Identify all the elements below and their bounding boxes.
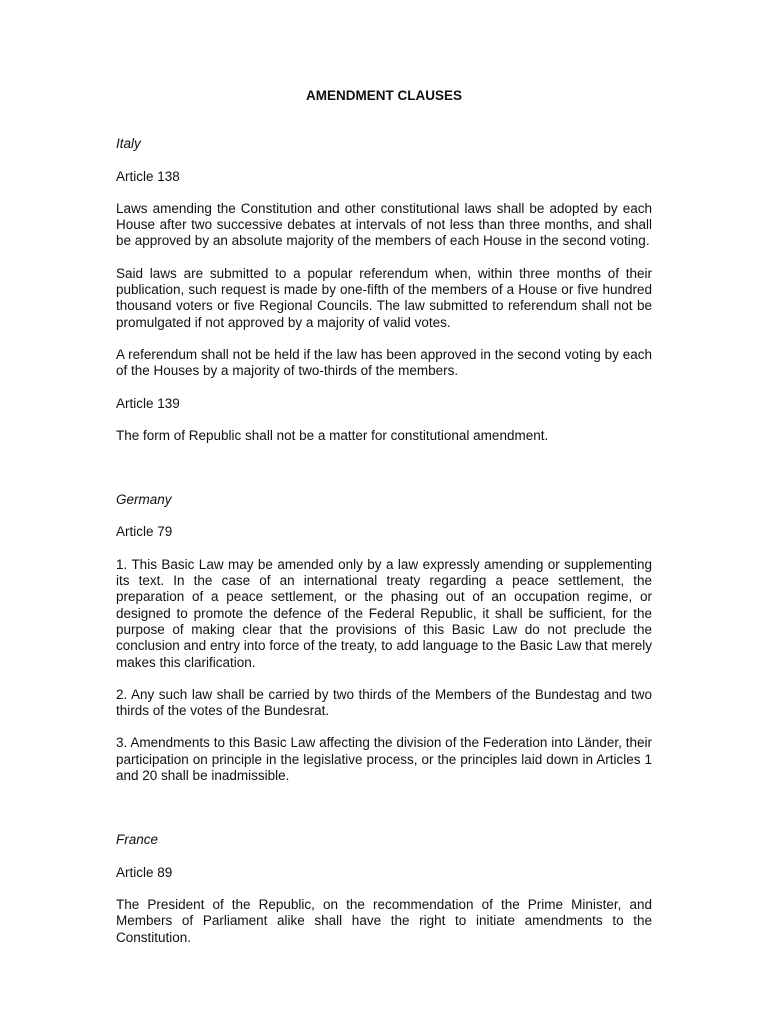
article-paragraph: Laws amending the Constitution and other constitutional laws shall be adopted by each House after two successive debates at intervals of not less than three months, and shall be approved by an absolute majority of the members of each House in the second voting. [116,200,652,249]
article-label: Article 139 [116,395,180,411]
article-label: Article 138 [116,168,180,184]
country-heading: Germany [116,492,172,508]
article-block [116,396,652,445]
country-heading: France [116,832,159,848]
article-block [116,524,652,784]
article-block [116,169,652,380]
country-heading: Italy [116,136,141,152]
article-block [116,865,652,946]
article-paragraph: The President of the Republic, on the recommendation of the Prime Minister, and Members of Parliament alike shall have the right to initiate amendments to the Constitution. [116,896,652,945]
article-paragraph: 2. Any such law shall be carried by two thirds of the Members of the Bundestag and two thirds of the votes of the Bundesrat. [116,686,652,719]
document-title: AMENDMENT CLAUSES [305,88,462,103]
sections-container [116,136,652,946]
article-label: Article 79 [116,524,173,540]
article-paragraph: Said laws are submitted to a popular referendum when, within three months of their publication, such request is made by one-fifth of the members of a House or five hundred thousand voters or five Regional Councils. The law submitted to referendum shall not be promulgated if not approved by a majority of valid votes. [116,265,652,330]
document-body [116,88,652,946]
country-section [116,136,652,444]
article-paragraph: A referendum shall not be held if the law has been approved in the second voting by each of the Houses by a majority of two-thirds of the members. [116,346,652,379]
article-label: Article 89 [116,864,173,880]
country-section [116,492,652,784]
article-paragraph: 3. Amendments to this Basic Law affecting the division of the Federation into Länder, their participation on principle in the legislative process, or the principles laid down in Articles 1 and 20 shall be inadmissible. [116,735,652,784]
article-paragraph: 1. This Basic Law may be amended only by a law expressly amending or supplementing its text. In the case of an international treaty regarding a peace settlement, the preparation of a peace settlement, or the phasing out of an occupation regime, or designed to promote the defence of the Federal Republic, it shall be sufficient, for the purpose of making clear that the provisions of this Basic Law do not preclude the conclusion and entry into force of the treaty, to add language to the Basic Law that merely makes this clarification. [116,556,652,670]
country-section [116,832,652,945]
article-paragraph: The form of Republic shall not be a matter for constitutional amendment. [116,427,549,443]
